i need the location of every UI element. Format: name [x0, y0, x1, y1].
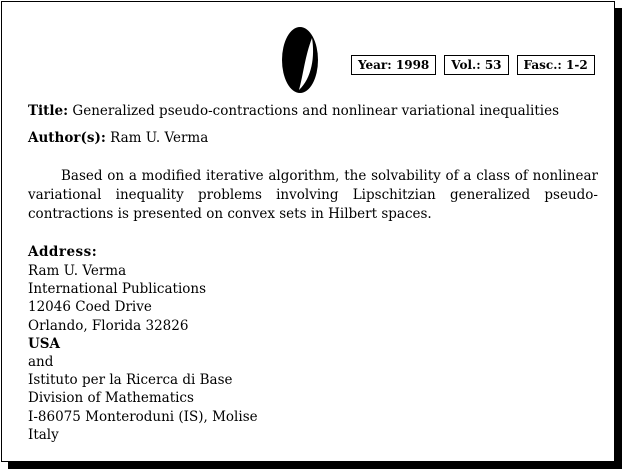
author-name: Ram U. Verma — [110, 130, 209, 146]
abstract-text: Based on a modified iterative algorithm, the solvability of a class of nonlinear variational inequality problems involving Lipschitzian generalized pseudo-contractions is presented on convex sets in Hilbert spaces. — [28, 168, 598, 222]
year-badge: Year: 1998 — [351, 55, 436, 75]
address-line: Italy — [28, 426, 59, 443]
address-line: 12046 Coed Drive — [28, 299, 152, 316]
issue-badges — [351, 55, 595, 75]
address-line: and — [28, 354, 54, 371]
title-row — [28, 103, 559, 119]
journal-logo-icon — [281, 26, 319, 94]
title-label: Title: — [28, 103, 69, 119]
address-line: Istituto per la Ricerca di Base — [28, 372, 233, 389]
paper-title: Generalized pseudo-contractions and nonlinear variational inequalities — [72, 103, 559, 119]
address-line: Ram U. Verma — [28, 263, 127, 279]
abstract-card — [1, 1, 615, 462]
author-label: Author(s): — [28, 130, 106, 146]
volume-badge: Vol.: 53 — [444, 55, 508, 75]
address-label: Address: — [28, 244, 98, 260]
address-line: I-86075 Monteroduni (IS), Molise — [28, 408, 258, 425]
address-block — [28, 262, 258, 444]
address-line: USA — [28, 335, 60, 352]
address-line: Division of Mathematics — [28, 390, 194, 407]
address-line: International Publications — [28, 281, 207, 298]
fascicle-badge: Fasc.: 1-2 — [517, 55, 595, 75]
address-line: Orlando, Florida 32826 — [28, 317, 189, 334]
author-row — [28, 130, 208, 146]
